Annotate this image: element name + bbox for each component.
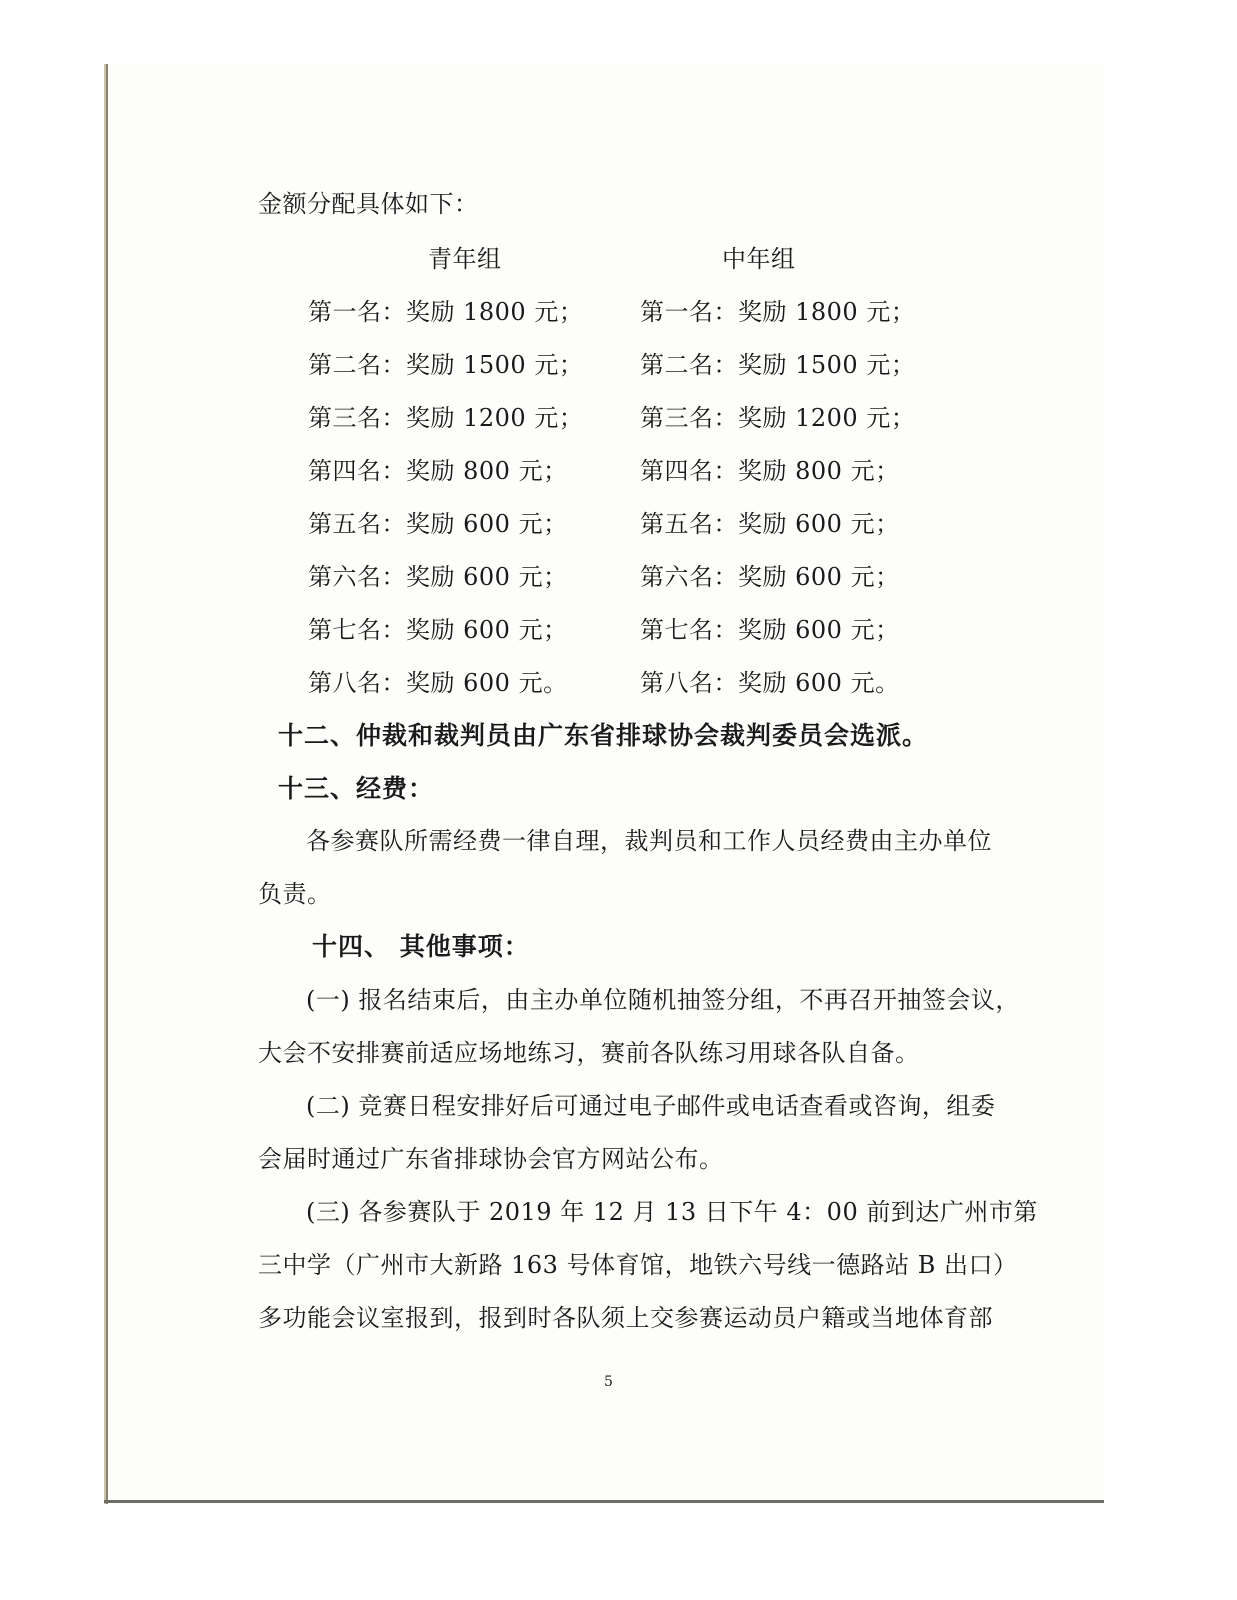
section-13-paragraph-line-1: 各参赛队所需经费一律自理，裁判员和工作人员经费由主办单位 (306, 827, 992, 855)
group-heading-youth: 青年组 (428, 245, 502, 273)
item-3-line-1: (三) 各参赛队于 2019 年 12 月 13 日下午 4：00 前到达广州市第 (306, 1198, 1038, 1226)
prize-youth-2: 第二名：奖励 1500 元； (308, 351, 584, 379)
section-13-heading: 十三、经费： (278, 774, 435, 803)
item-3-line-3: 多功能会议室报到，报到时各队须上交参赛运动员户籍或当地体育部 (258, 1304, 993, 1332)
prize-middle-4: 第四名：奖励 800 元； (640, 457, 900, 485)
prize-youth-6: 第六名：奖励 600 元； (308, 563, 568, 591)
prize-youth-8: 第八名：奖励 600 元。 (308, 669, 568, 697)
item-2-line-2: 会届时通过广东省排球协会官方网站公布。 (258, 1145, 724, 1173)
section-13-paragraph-line-2: 负责。 (258, 880, 332, 908)
bottom-scan-edge (104, 1500, 1104, 1503)
prize-middle-5: 第五名：奖励 600 元； (640, 510, 900, 538)
intro-text: 金额分配具体如下： (258, 190, 479, 218)
item-1-line-2: 大会不安排赛前适应场地练习，赛前各队练习用球各队自备。 (258, 1039, 920, 1067)
prize-middle-3: 第三名：奖励 1200 元； (640, 404, 916, 432)
prize-middle-2: 第二名：奖励 1500 元； (640, 351, 916, 379)
section-14-heading: 十四、 其他事项： (312, 932, 530, 961)
item-2-line-1: (二) 竞赛日程安排好后可通过电子邮件或电话查看或咨询，组委 (306, 1092, 996, 1120)
group-heading-middle: 中年组 (722, 245, 796, 273)
page-number: 5 (604, 1374, 613, 1390)
prize-youth-4: 第四名：奖励 800 元； (308, 457, 568, 485)
section-12-heading: 十二、仲裁和裁判员由广东省排球协会裁判委员会选派。 (278, 721, 929, 750)
prize-youth-5: 第五名：奖励 600 元； (308, 510, 568, 538)
prize-youth-3: 第三名：奖励 1200 元； (308, 404, 584, 432)
prize-youth-1: 第一名：奖励 1800 元； (308, 298, 584, 326)
prize-middle-7: 第七名：奖励 600 元； (640, 616, 900, 644)
scanned-page (104, 64, 1104, 1504)
prize-youth-7: 第七名：奖励 600 元； (308, 616, 568, 644)
prize-middle-8: 第八名：奖励 600 元。 (640, 669, 900, 697)
item-3-line-2: 三中学（广州市大新路 163 号体育馆，地铁六号线一德路站 B 出口） (258, 1251, 1018, 1279)
prize-middle-6: 第六名：奖励 600 元； (640, 563, 900, 591)
prize-middle-1: 第一名：奖励 1800 元； (640, 298, 916, 326)
item-1-line-1: (一) 报名结束后，由主办单位随机抽签分组，不再召开抽签会议， (306, 986, 1020, 1014)
